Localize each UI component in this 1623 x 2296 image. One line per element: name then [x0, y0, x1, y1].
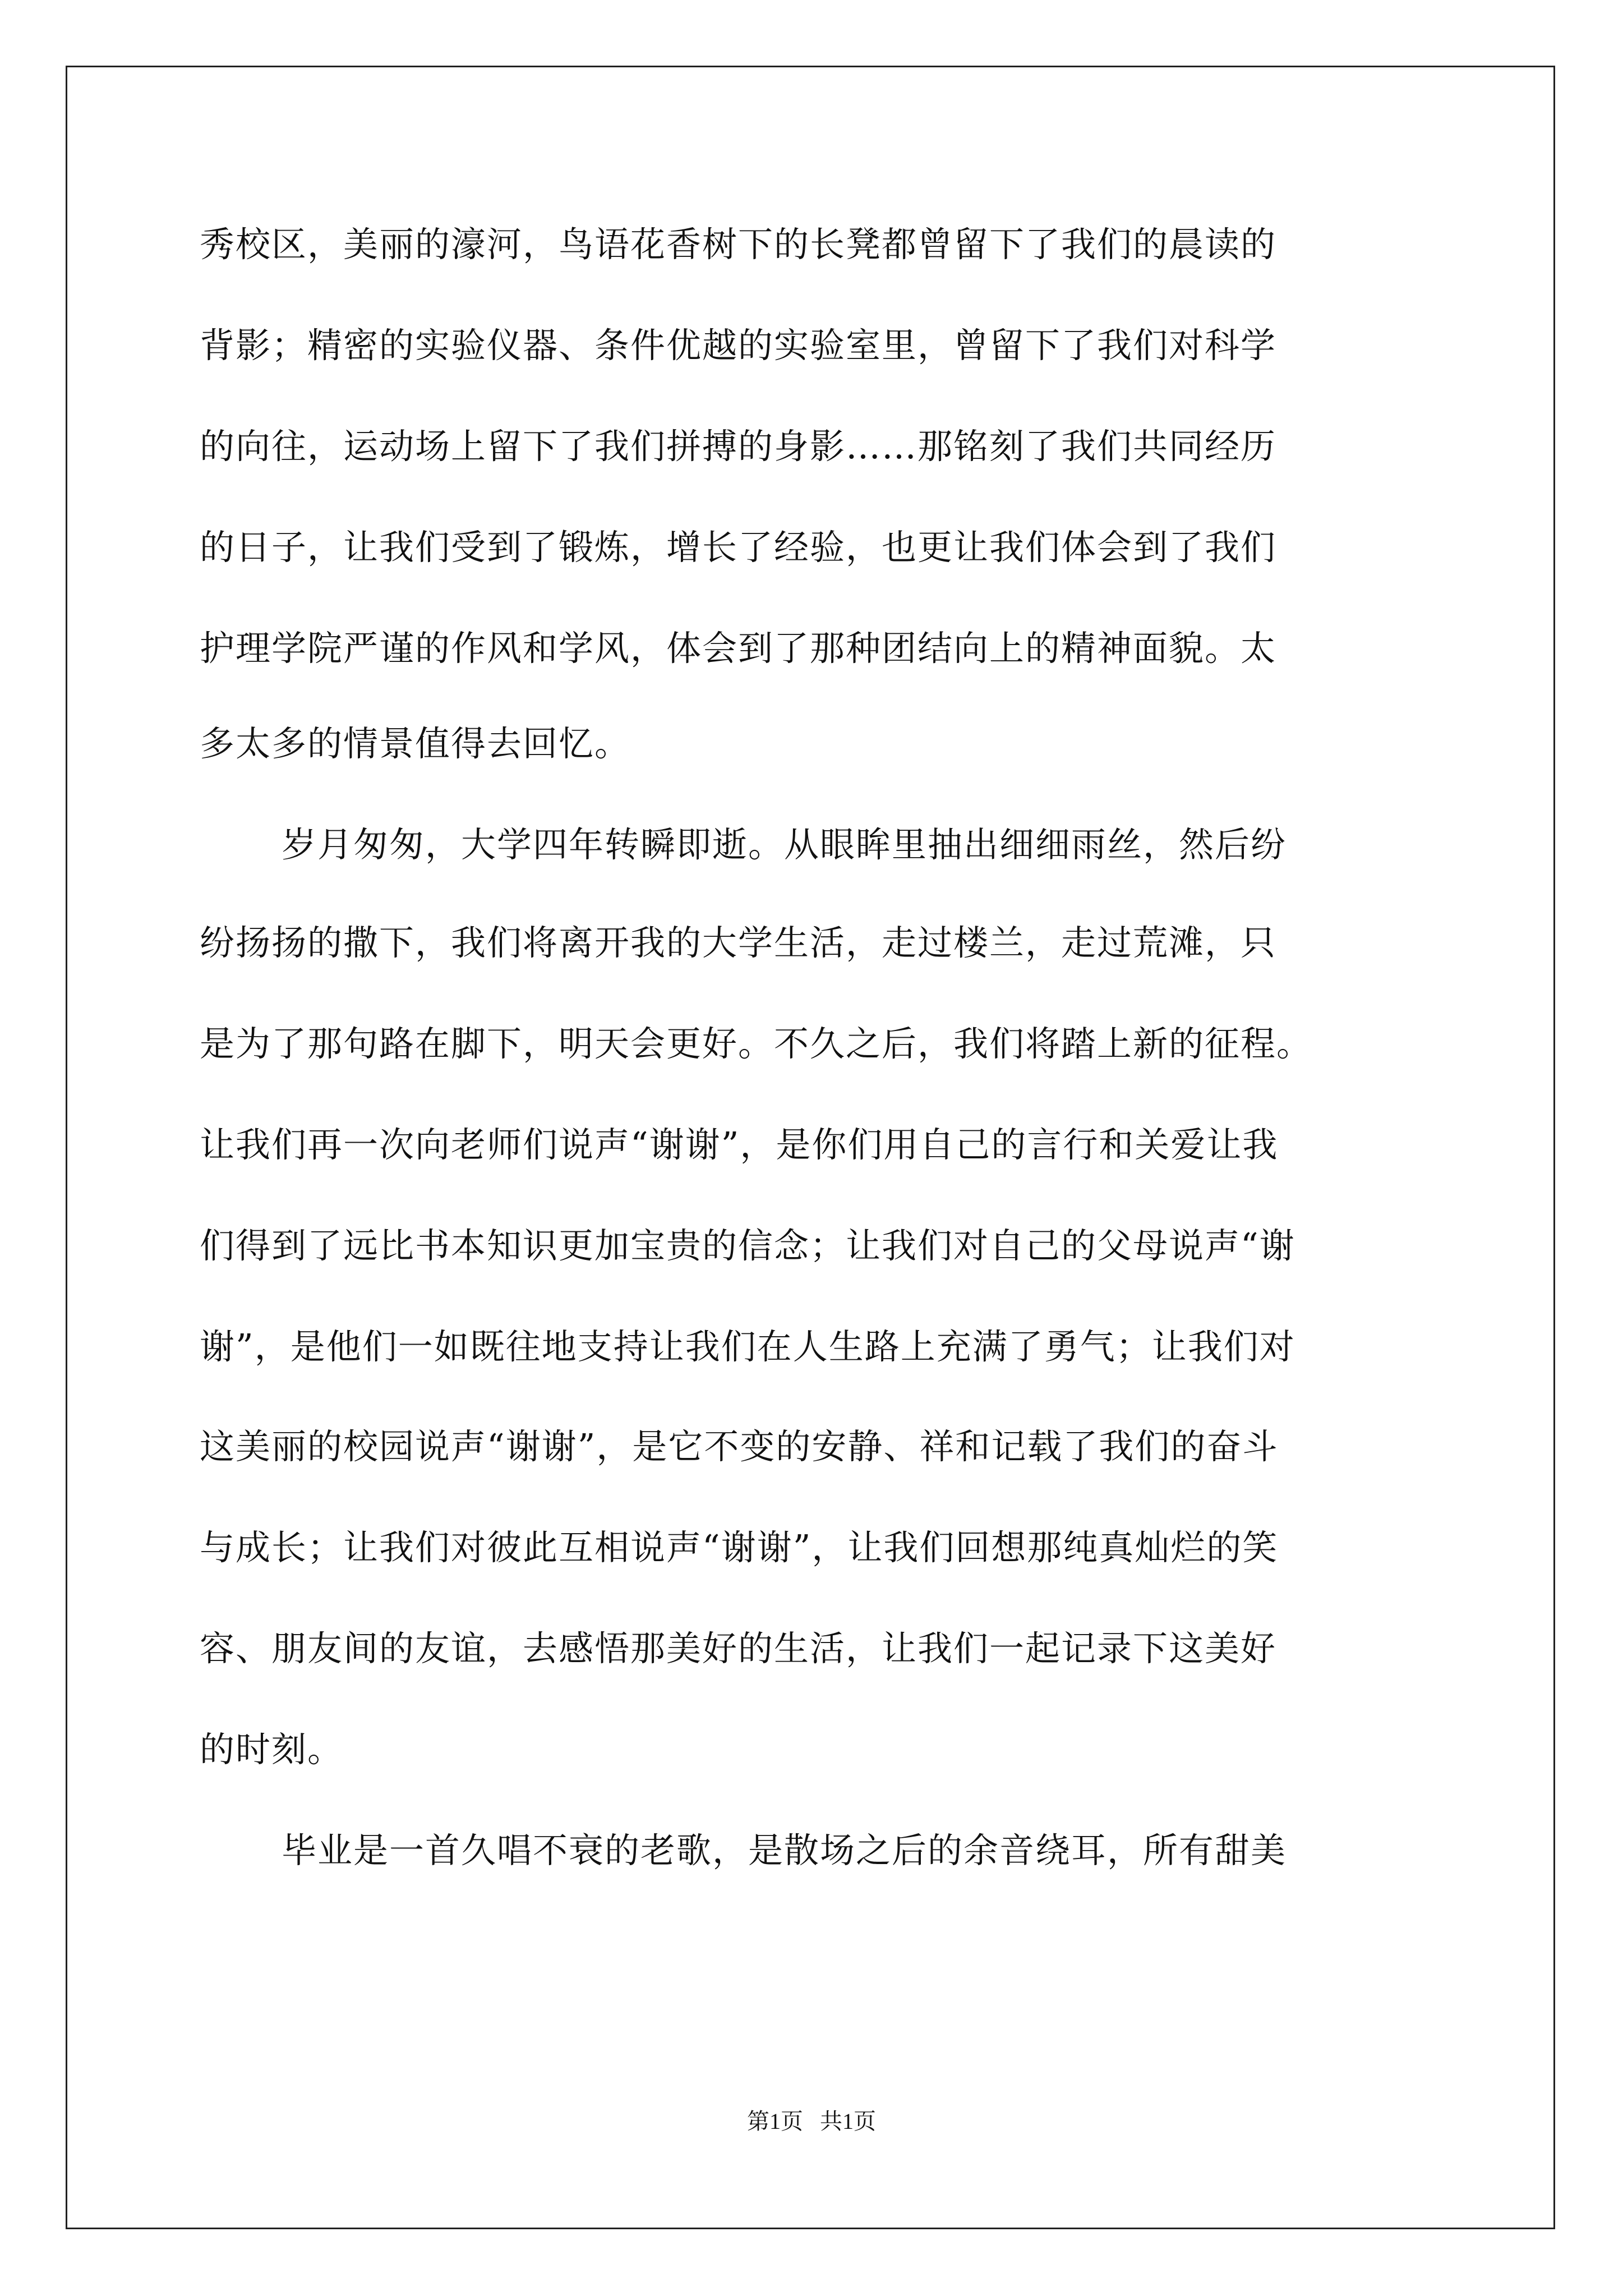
text-line: 的日子，让我们受到了锻炼，增长了经验，也更让我们体会到了我们 — [200, 527, 1277, 568]
text-line: 的向往，运动场上留下了我们拼搏的身影……那铭刻了我们共同经历 — [200, 426, 1277, 467]
text-line: 们得到了远比书本知识更加宝贵的信念；让我们对自己的父母说声“谢 — [200, 1225, 1295, 1266]
text-line: 多太多的情景值得去回忆。 — [200, 723, 631, 764]
text-line: 这美丽的校园说声“谢谢”，是它不变的安静、祥和记载了我们的奋斗 — [200, 1426, 1279, 1467]
text-line: 是为了那句路在脚下，明天会更好。不久之后，我们将踏上新的征程。 — [200, 1023, 1313, 1064]
text-line: 秀校区，美丽的濠河，鸟语花香树下的长凳都曾留下了我们的晨读的 — [200, 224, 1277, 265]
page-number-footer: 第1页 共1页 — [747, 2109, 876, 2134]
text-line: 护理学院严谨的作风和学风，体会到了那种团结向上的精神面貌。太 — [200, 628, 1277, 669]
text-line: 与成长；让我们对彼此互相说声“谢谢”，让我们回想那纯真灿烂的笑 — [200, 1527, 1279, 1568]
text-line: 纷扬扬的撒下，我们将离开我的大学生活，走过楼兰，走过荒滩，只 — [200, 922, 1277, 963]
text-line: 谢”，是他们一如既往地支持让我们在人生路上充满了勇气；让我们对 — [200, 1326, 1295, 1367]
text-line: 的时刻。 — [200, 1729, 344, 1770]
text-line: 容、朋友间的友谊，去感悟那美好的生活，让我们一起记录下这美好 — [200, 1628, 1277, 1669]
text-line: 让我们再一次向老师们说声“谢谢”，是你们用自己的言行和关爱让我 — [200, 1124, 1279, 1165]
paragraph-start-line: 岁月匆匆，大学四年转瞬即逝。从眼眸里抽出细细雨丝，然后纷 — [282, 824, 1287, 865]
paragraph-start-line: 毕业是一首久唱不衰的老歌，是散场之后的余音绕耳，所有甜美 — [282, 1830, 1287, 1871]
text-line: 背影；精密的实验仪器、条件优越的实验室里，曾留下了我们对科学 — [200, 325, 1277, 366]
